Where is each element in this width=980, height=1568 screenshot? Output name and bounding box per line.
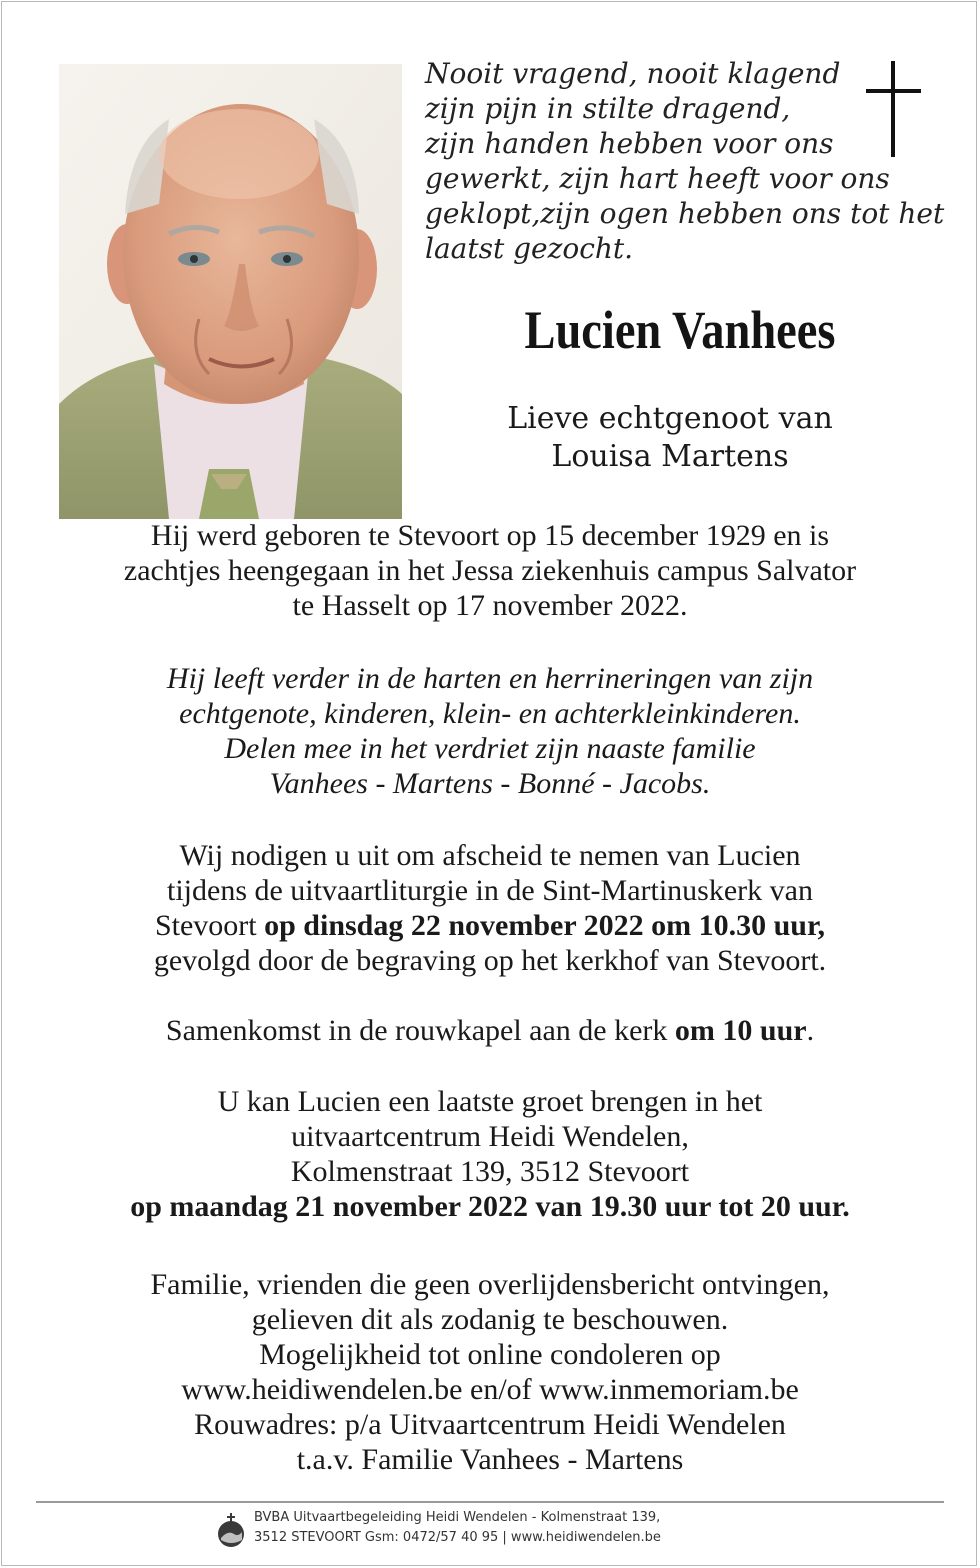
poem-line: laatst gezocht.: [425, 232, 634, 265]
gathering-paragraph: [40, 1013, 940, 1048]
poem-line: geklopt,zijn ogen hebben ons tot het: [425, 197, 945, 230]
gathering-time: om 10 uur: [674, 1014, 807, 1047]
text-line: zachtjes heengegaan in het Jessa ziekenhuis campus Salvator: [123, 554, 857, 587]
text-line: [40, 908, 940, 943]
text-line: echtgenote, kinderen, klein- en achterkleinkinderen.: [179, 697, 801, 730]
text-line: Wij nodigen u uit om afscheid te nemen van Lucien: [179, 839, 801, 872]
text-span: Samenkomst in de rouwkapel aan de kerk: [165, 1014, 675, 1047]
footer-divider: [36, 1501, 944, 1503]
birth-death-paragraph: [40, 518, 940, 623]
text-line: Familie, vrienden die geen overlijdensbericht ontvingen,: [150, 1268, 830, 1301]
footer-line: 3512 STEVOORT Gsm: 0472/57 40 95 | www.heidiwendelen.be: [254, 1530, 661, 1545]
visitation-datetime: op maandag 21 november 2022 van 19.30 uur tot 20 uur.: [130, 1190, 850, 1223]
text-line: Mogelijkheid tot online condoleren op: [259, 1338, 721, 1371]
text-line: tijdens de uitvaartliturgie in de Sint-Martinuskerk van: [167, 874, 813, 907]
text-line: Hij leeft verder in de harten en herrineringen van zijn: [166, 662, 814, 695]
poem-line: zijn handen hebben voor ons: [425, 127, 834, 160]
text-span: .: [806, 1014, 815, 1047]
footer-line: BVBA Uitvaartbegeleiding Heidi Wendelen - Kolmenstraat 139,: [254, 1510, 661, 1525]
poem-line: zijn pijn in stilte dragend,: [425, 92, 791, 125]
funeral-home-logo-icon: [216, 1512, 246, 1548]
cross-icon: [866, 61, 921, 157]
text-span: Stevoort: [154, 909, 265, 942]
text-line: www.heidiwendelen.be en/of www.inmemoriam.be: [181, 1373, 799, 1406]
text-line: Rouwadres: p/a Uitvaartcentrum Heidi Wendelen: [194, 1408, 786, 1441]
spouse-name: Louisa Martens: [551, 439, 789, 474]
text-line: Delen mee in het verdriet zijn naaste familie: [224, 732, 756, 765]
footer-contact: [254, 1508, 774, 1548]
text-line: gelieven dit als zodanig te beschouwen.: [251, 1303, 729, 1336]
text-line: Kolmenstraat 139, 3512 Stevoort: [290, 1155, 690, 1188]
funeral-paragraph: [40, 838, 940, 978]
visitation-paragraph: [40, 1084, 940, 1224]
text-line: uitvaartcentrum Heidi Wendelen,: [291, 1120, 689, 1153]
text-line: Hij werd geboren te Stevoort op 15 december 1929 en is: [150, 519, 830, 552]
poem-line: gewerkt, zijn hart heeft voor ons: [425, 162, 890, 195]
deceased-name: Lucien Vanhees: [524, 300, 836, 360]
text-line: Vanhees - Martens - Bonné - Jacobs.: [269, 767, 711, 800]
text-line: U kan Lucien een laatste groet brengen in het: [217, 1085, 763, 1118]
text-line: [40, 1013, 940, 1048]
text-line: t.a.v. Familie Vanhees - Martens: [296, 1443, 684, 1476]
family-paragraph: [40, 661, 940, 801]
closing-paragraph: [40, 1267, 940, 1477]
poem-line: Nooit vragend, nooit klagend: [425, 57, 841, 90]
text-line: gevolgd door de begraving op het kerkhof van Stevoort.: [153, 944, 827, 977]
funeral-datetime: op dinsdag 22 november 2022 om 10.30 uur,: [264, 909, 826, 942]
spouse-line: Lieve echtgenoot van: [507, 401, 833, 436]
text-line: te Hasselt op 17 november 2022.: [292, 589, 688, 622]
spouse-info: [420, 400, 920, 476]
portrait-photo: [59, 64, 402, 519]
memorial-poem: [425, 56, 945, 266]
